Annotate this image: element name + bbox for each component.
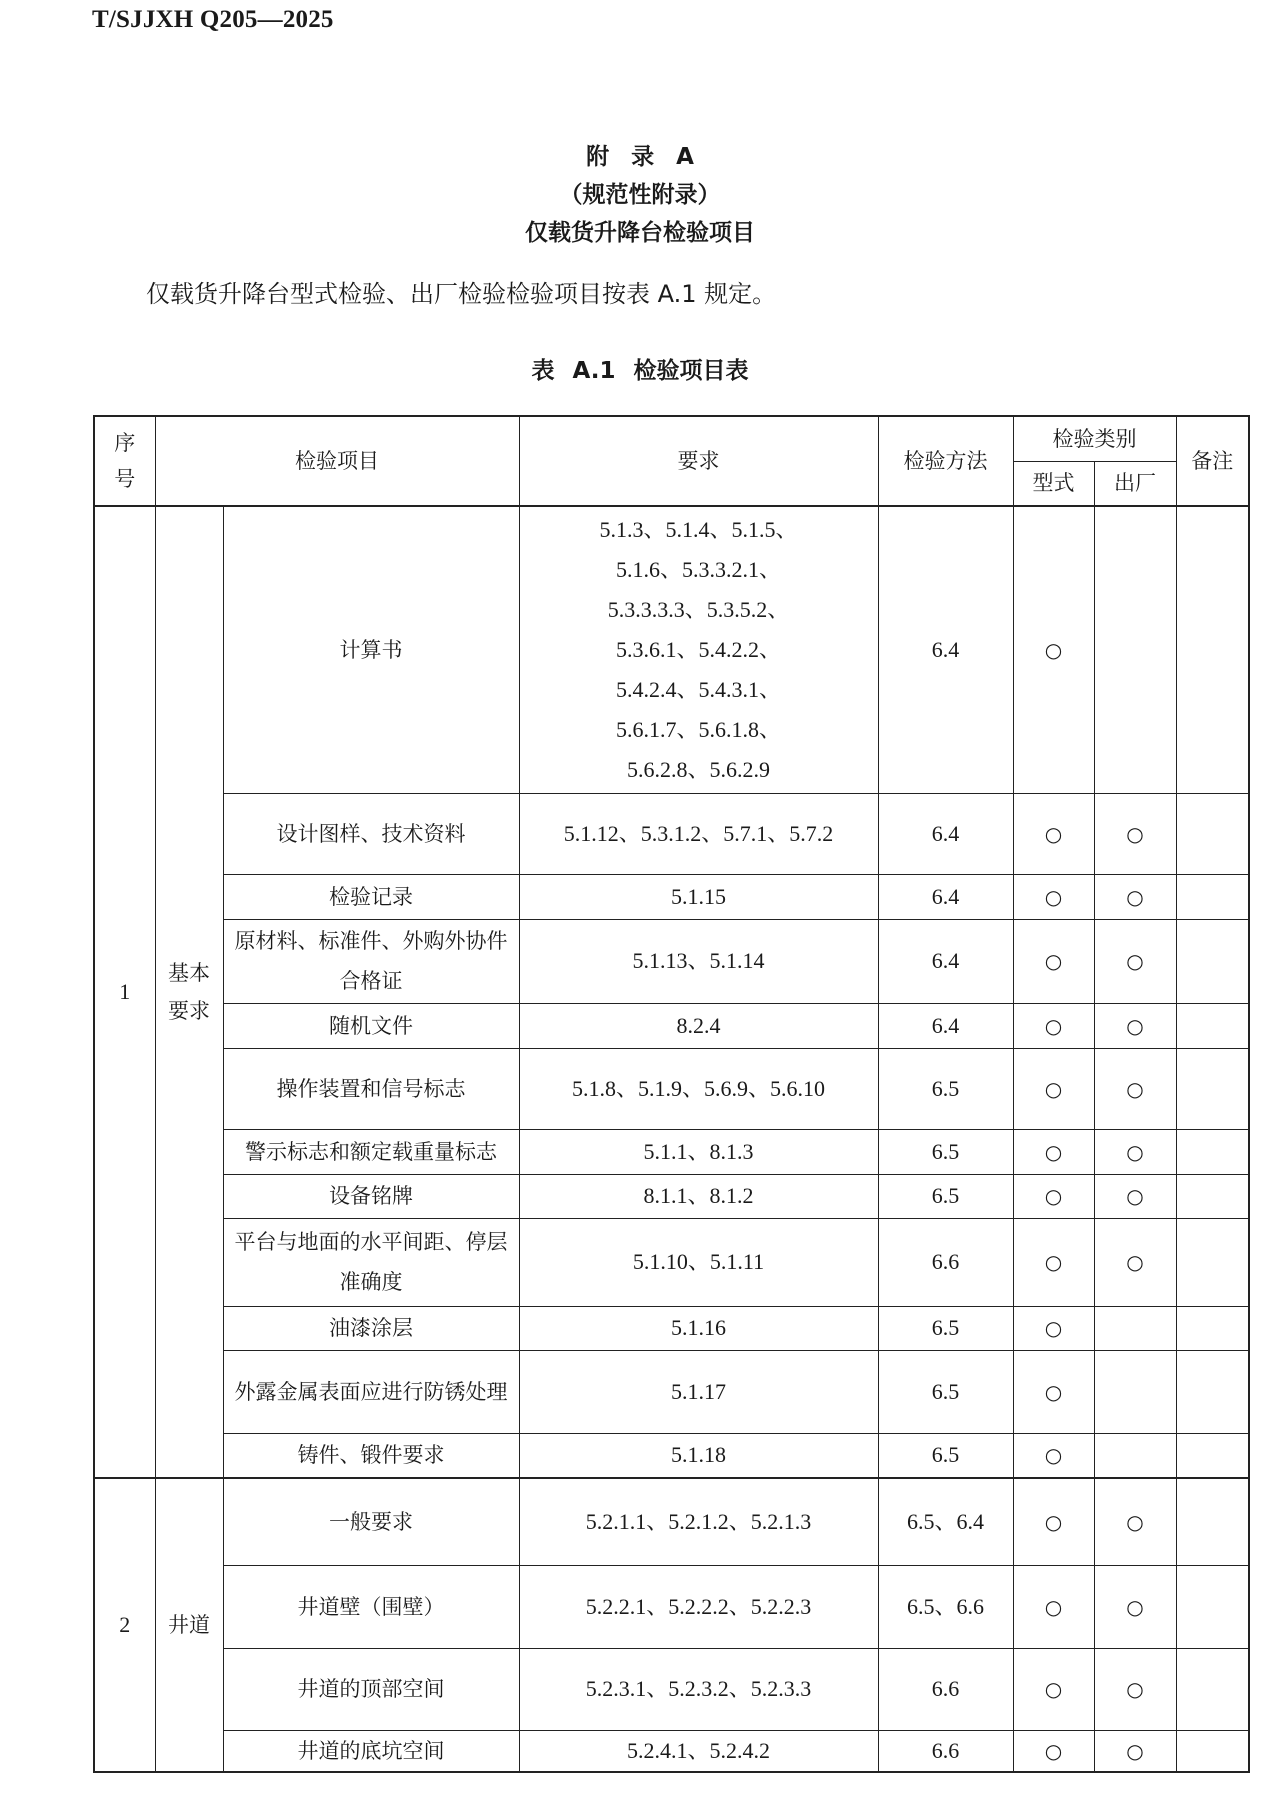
factory-test-mark: ○: [1094, 1048, 1176, 1129]
remarks-cell: [1176, 1565, 1249, 1648]
remarks-cell: [1176, 874, 1249, 919]
group-name-label: 基本要求: [168, 960, 210, 1023]
group-name-label: 井道: [168, 1612, 210, 1637]
item-name: 平台与地面的水平间距、停层准确度: [223, 1218, 519, 1306]
factory-test-mark: ○: [1094, 1648, 1176, 1730]
type-test-mark: ○: [1013, 1048, 1094, 1129]
factory-test-mark: [1094, 506, 1176, 793]
appendix-normative-label: （规范性附录）: [559, 182, 721, 208]
table-row: [94, 874, 1249, 919]
requirement-refs: 5.2.4.1、5.2.4.2: [519, 1730, 878, 1772]
requirement-refs: 5.1.8、5.1.9、5.6.9、5.6.10: [519, 1048, 878, 1129]
factory-test-mark: ○: [1094, 1174, 1176, 1218]
method-refs: 6.6: [878, 1648, 1013, 1730]
factory-test-mark: ○: [1094, 1218, 1176, 1306]
document-code: T/SJJXH Q205—2025: [92, 6, 334, 33]
type-test-mark: ○: [1013, 1433, 1094, 1478]
type-test-mark: ○: [1013, 1218, 1094, 1306]
header-type-test: 型式: [1013, 461, 1094, 506]
method-refs: 6.5: [878, 1306, 1013, 1350]
requirement-refs: 5.1.12、5.3.1.2、5.7.1、5.7.2: [519, 793, 878, 874]
type-test-mark: ○: [1013, 1306, 1094, 1350]
method-refs: 6.4: [878, 874, 1013, 919]
group-seq: 1: [94, 506, 155, 1478]
header-remarks: 备注: [1176, 416, 1249, 506]
method-refs: 6.5、6.4: [878, 1478, 1013, 1565]
item-name: 警示标志和额定载重量标志: [223, 1129, 519, 1174]
table-row: [94, 1174, 1249, 1218]
table-row: [94, 1218, 1249, 1306]
table-caption: 表 A.1 检验项目表: [531, 358, 749, 384]
table-row: [94, 1003, 1249, 1048]
requirement-refs: 5.1.18: [519, 1433, 878, 1478]
remarks-cell: [1176, 1218, 1249, 1306]
factory-test-mark: ○: [1094, 1565, 1176, 1648]
item-name: 井道的底坑空间: [223, 1730, 519, 1772]
remarks-cell: [1176, 793, 1249, 874]
factory-test-mark: ○: [1094, 1478, 1176, 1565]
remarks-cell: [1176, 1648, 1249, 1730]
factory-test-mark: [1094, 1306, 1176, 1350]
remarks-cell: [1176, 919, 1249, 1003]
group-name: [155, 1478, 223, 1772]
type-test-mark: ○: [1013, 793, 1094, 874]
item-name: 油漆涂层: [223, 1306, 519, 1350]
header-item: 检验项目: [155, 416, 519, 506]
requirement-refs: 5.1.13、5.1.14: [519, 919, 878, 1003]
remarks-cell: [1176, 1129, 1249, 1174]
type-test-mark: ○: [1013, 506, 1094, 793]
method-refs: 6.6: [878, 1218, 1013, 1306]
header-category: 检验类别: [1013, 416, 1176, 461]
item-name: 设计图样、技术资料: [223, 793, 519, 874]
type-test-mark: ○: [1013, 1648, 1094, 1730]
table-row: [94, 1730, 1249, 1772]
requirement-refs: 5.1.16: [519, 1306, 878, 1350]
item-name: 一般要求: [223, 1478, 519, 1565]
table-row: [94, 1565, 1249, 1648]
requirement-refs: 5.1.10、5.1.11: [519, 1218, 878, 1306]
item-name: 检验记录: [223, 874, 519, 919]
requirement-refs: 5.2.1.1、5.2.1.2、5.2.1.3: [519, 1478, 878, 1565]
header-seq: [94, 416, 155, 506]
table-row: [94, 1433, 1249, 1478]
method-refs: 6.5: [878, 1350, 1013, 1433]
table-row: [94, 1129, 1249, 1174]
intro-paragraph: 仅载货升降台型式检验、出厂检验检验项目按表 A.1 规定。: [146, 280, 777, 308]
table-row: [94, 1048, 1249, 1129]
type-test-mark: ○: [1013, 1174, 1094, 1218]
item-name: 操作装置和信号标志: [223, 1048, 519, 1129]
requirement-refs: 5.1.1、8.1.3: [519, 1129, 878, 1174]
method-refs: 6.5: [878, 1433, 1013, 1478]
method-refs: 6.5: [878, 1048, 1013, 1129]
appendix-subject: 仅载货升降台检验项目: [525, 220, 755, 246]
appendix-title: 附 录 A: [586, 144, 694, 170]
method-refs: 6.6: [878, 1730, 1013, 1772]
requirement-refs: 8.1.1、8.1.2: [519, 1174, 878, 1218]
item-name: 井道壁（围壁）: [223, 1565, 519, 1648]
method-refs: 6.5: [878, 1129, 1013, 1174]
requirement-refs: 5.1.3、5.1.4、5.1.5、5.1.6、5.3.3.2.1、5.3.3.3.3、5.3.5.2、5.3.6.1、5.4.2.2、5.4.2.4、5.4.3.1、5.6.1.7、5.6.1.8、5.6.2.8、5.6.2.9: [519, 506, 878, 793]
factory-test-mark: ○: [1094, 1129, 1176, 1174]
remarks-cell: [1176, 1174, 1249, 1218]
table-row: [94, 1350, 1249, 1433]
table-row: [94, 919, 1249, 1003]
item-name: 外露金属表面应进行防锈处理: [223, 1350, 519, 1433]
method-refs: 6.5: [878, 1174, 1013, 1218]
item-name: 计算书: [223, 506, 519, 793]
item-name: 铸件、锻件要求: [223, 1433, 519, 1478]
method-refs: 6.4: [878, 506, 1013, 793]
type-test-mark: ○: [1013, 1478, 1094, 1565]
requirement-refs: 8.2.4: [519, 1003, 878, 1048]
remarks-cell: [1176, 1003, 1249, 1048]
remarks-cell: [1176, 1306, 1249, 1350]
requirement-refs: 5.1.17: [519, 1350, 878, 1433]
inspection-items-table: [93, 415, 1250, 1773]
remarks-cell: [1176, 506, 1249, 793]
type-test-mark: ○: [1013, 1565, 1094, 1648]
method-refs: 6.4: [878, 793, 1013, 874]
factory-test-mark: ○: [1094, 874, 1176, 919]
table-row: [94, 506, 1249, 793]
type-test-mark: ○: [1013, 1350, 1094, 1433]
remarks-cell: [1176, 1478, 1249, 1565]
type-test-mark: ○: [1013, 919, 1094, 1003]
method-refs: 6.5、6.6: [878, 1565, 1013, 1648]
factory-test-mark: ○: [1094, 1003, 1176, 1048]
header-requirement: 要求: [519, 416, 878, 506]
remarks-cell: [1176, 1433, 1249, 1478]
remarks-cell: [1176, 1048, 1249, 1129]
item-name: 随机文件: [223, 1003, 519, 1048]
header-factory-test: 出厂: [1094, 461, 1176, 506]
header-seq-label: 序号: [114, 431, 136, 491]
type-test-mark: ○: [1013, 1129, 1094, 1174]
type-test-mark: ○: [1013, 1003, 1094, 1048]
requirement-refs: 5.1.15: [519, 874, 878, 919]
table-row: [94, 1478, 1249, 1565]
item-name: 井道的顶部空间: [223, 1648, 519, 1730]
group-name: [155, 506, 223, 1478]
remarks-cell: [1176, 1730, 1249, 1772]
factory-test-mark: [1094, 1433, 1176, 1478]
requirement-refs: 5.2.3.1、5.2.3.2、5.2.3.3: [519, 1648, 878, 1730]
table-row: [94, 1648, 1249, 1730]
type-test-mark: ○: [1013, 1730, 1094, 1772]
group-seq: 2: [94, 1478, 155, 1772]
method-refs: 6.4: [878, 919, 1013, 1003]
method-refs: 6.4: [878, 1003, 1013, 1048]
factory-test-mark: ○: [1094, 1730, 1176, 1772]
item-name: 设备铭牌: [223, 1174, 519, 1218]
factory-test-mark: ○: [1094, 919, 1176, 1003]
table-row: [94, 1306, 1249, 1350]
factory-test-mark: ○: [1094, 793, 1176, 874]
header-method: 检验方法: [878, 416, 1013, 506]
remarks-cell: [1176, 1350, 1249, 1433]
item-name: 原材料、标准件、外购外协件合格证: [223, 919, 519, 1003]
requirement-refs: 5.2.2.1、5.2.2.2、5.2.2.3: [519, 1565, 878, 1648]
factory-test-mark: [1094, 1350, 1176, 1433]
type-test-mark: ○: [1013, 874, 1094, 919]
table-row: [94, 793, 1249, 874]
